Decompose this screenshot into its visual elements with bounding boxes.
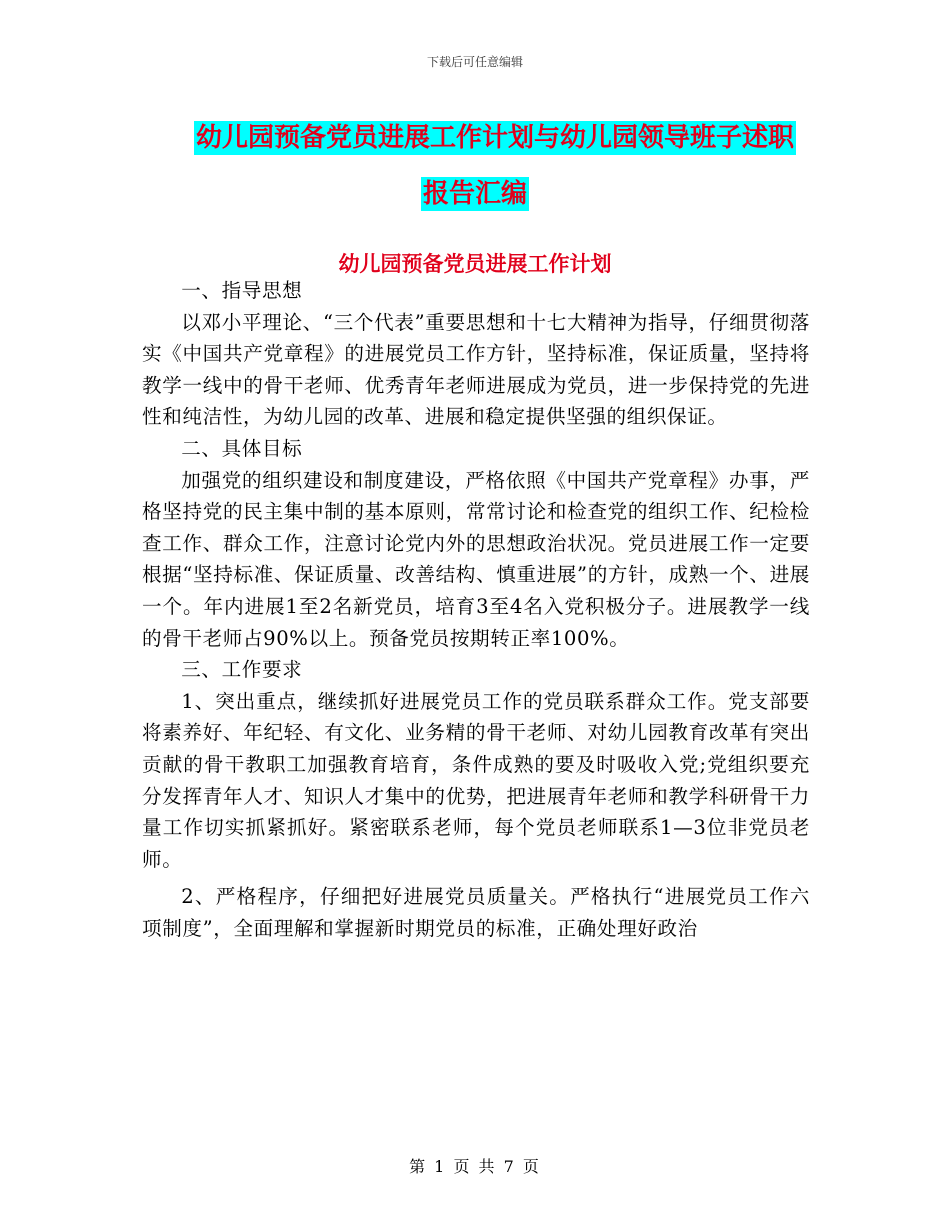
paragraph-guiding-thought: 以邓小平理论、“三个代表”重要思想和十七大精神为指导，仔细贯彻落实《中国共产党章程》的进展党员工作方针，坚持标准，保证质量，坚持将教学一线中的骨干老师、优秀青年老师进展成为党员，进一步保持党的先进性和纯洁性，为幼儿园的改革、进展和稳定提供坚强的组织保证。 bbox=[142, 310, 810, 429]
header-note: 下载后可任意编辑 bbox=[426, 55, 523, 69]
document-title bbox=[0, 110, 950, 222]
section-title: 幼儿园预备党员进展工作计划 bbox=[338, 252, 612, 276]
paragraph-requirement-1: 1、突出重点，继续抓好进展党员工作的党员联系群众工作。党支部要将素养好、年纪轻、有文化、业务精的骨干老师、对幼儿园教育改革有突出贡献的骨干教职工加强教育培育，条件成熟的要及时吸收入党;党组织要充分发挥青年人才、知识人才集中的优势，把进展青年老师和教学科研骨干力量工作切实抓紧抓好。紧密联系老师，每个党员老师联系1—3位非党员老师。 bbox=[142, 689, 810, 871]
paragraph-specific-goals: 加强党的组织建设和制度建设，严格依照《中国共产党章程》办事，严格坚持党的民主集中制的基本原则，常常讨论和检查党的组织工作、纪检检查工作、群众工作，注意讨论党内外的思想政治状况。党员进展工作一定要根据“坚持标准、保证质量、改善结构、慎重进展”的方针，成熟一个、进展一个。年内进展1至2名新党员，培育3至4名入党积极分子。进展教学一线的骨干老师占90%以上。预备党员按期转正率100%。 bbox=[142, 468, 810, 650]
document-title-line2: 报告汇编 bbox=[422, 179, 527, 209]
heading-guiding-thought: 一、指导思想 bbox=[181, 279, 303, 302]
document-body bbox=[142, 275, 810, 944]
heading-specific-goals: 二、具体目标 bbox=[181, 436, 303, 460]
paragraph-requirement-2: 2、严格程序，仔细把好进展党员质量关。严格执行“进展党员工作六项制度”，全面理解和掌握新时期党员的标准，正确处理好政治 bbox=[142, 885, 810, 940]
page-footer: 第 1 页 共 7 页 bbox=[409, 1157, 541, 1176]
document-title-line1: 幼儿园预备党员进展工作计划与幼儿园领导班子述职 bbox=[195, 123, 794, 153]
heading-work-requirements: 三、工作要求 bbox=[181, 658, 303, 682]
